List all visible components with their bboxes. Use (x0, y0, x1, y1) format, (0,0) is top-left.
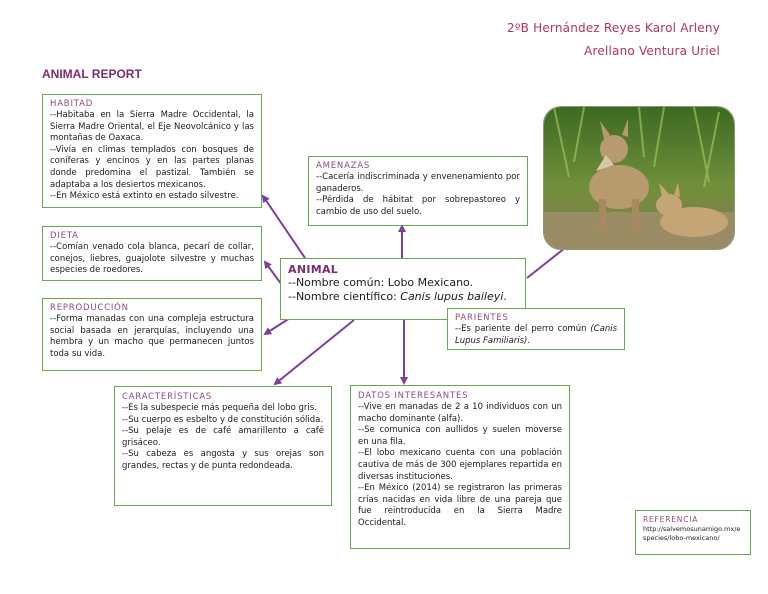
page-title: ANIMAL REPORT (42, 67, 142, 81)
habitat-line: --Habitaba en la Sierra Madre Occidental, la Sierra Madre Oriental, el Eje Neovolcánico y las montañas de Oaxaca. (50, 110, 254, 144)
scientific-name-end: . (503, 290, 507, 303)
header-names-line-1: 2ºB Hernández Reyes Karol Arleny (506, 21, 720, 35)
dieta-body (50, 242, 254, 277)
animal-title: ANIMAL (288, 263, 339, 276)
reproduccion-title: REPRODUCCIÓN (50, 303, 129, 313)
common-name-value: Lobo Mexicano. (387, 276, 474, 289)
common-name-line (288, 276, 518, 290)
caracteristicas-line: --Su cuerpo es esbelto y de constitución sólida. (122, 414, 324, 425)
scientific-name-label: --Nombre científico: (288, 290, 401, 303)
reproduccion-body (50, 314, 254, 360)
datos-line: --Se comunica con aullidos y suelen moverse en una fila. (358, 425, 562, 447)
reproduccion-line: --Forma manadas con una compleja estructura social basada en jerarquías, incluyendo una hembra y un macho que permanecen juntos toda su vida. (50, 314, 254, 359)
scientific-name-line (288, 290, 518, 304)
datos-line: --El lobo mexicano cuenta con una población cautiva de más de 300 ejemplares repartida en diversas instituciones. (358, 448, 562, 482)
parientes-italic: (Canis Lupus Familiaris) (455, 324, 617, 346)
parientes-title: PARIENTES (455, 313, 509, 323)
parientes-text: --Es pariente del perro común (455, 324, 591, 334)
caracteristicas-title: CARACTERÍSTICAS (122, 392, 213, 402)
dieta-title: DIETA (50, 231, 79, 241)
common-name-label: --Nombre común: (288, 276, 388, 289)
dieta-box (42, 226, 262, 281)
datos-title: DATOS INTERESANTES (358, 391, 469, 401)
referencia-url[interactable]: http://salvemosunamigo.mx/especies/lobo-mexicano/ (643, 525, 741, 542)
datos-body (358, 402, 562, 530)
referencia-title: REFERENCIA (643, 515, 699, 524)
arrow-to-caracteristicas (275, 320, 354, 384)
habitat-line: --En México está extinto en estado silvestre. (50, 191, 239, 202)
arrow-to-reproduccion (265, 318, 290, 334)
scientific-name-value: Canis lupus baileyi (400, 290, 504, 303)
datos-line: --Vive en manadas de 2 a 10 individuos con un macho dominante (alfa). (358, 402, 562, 424)
reproduccion-box (42, 298, 262, 371)
amenazas-title: AMENAZAS (316, 161, 371, 171)
caracteristicas-line: --Su cabeza es angosta y sus orejas son grandes, rectas y de punta redondeada. (122, 449, 324, 471)
parientes-box (447, 308, 625, 350)
header-names-line-2: Arellano Ventura Uriel (584, 44, 720, 58)
animal-body (288, 276, 518, 304)
datos-line: --En México (2014) se registraron las primeras crías nacidas en vida libre de una pareja que fue reintroducida en la Sierra Madre Occidental. (358, 483, 562, 528)
datos-interesantes-box (350, 385, 570, 549)
amenazas-box (308, 156, 528, 226)
amenazas-body (316, 172, 520, 218)
caracteristicas-line: --Su pelaje es de café amarillento a café grisáceo. (122, 426, 324, 448)
wolf-photo-illustration (544, 107, 734, 249)
arrow-to-habitat (263, 196, 305, 258)
dieta-line: --Comían venado cola blanca, pecarí de collar, conejos, liebres, guajolote silvestre y muchas especies de roedores. (50, 242, 254, 276)
amenazas-line: --Pérdida de hábitat por sobrepastoreo y cambio de uso del suelo. (316, 195, 520, 217)
caracteristicas-line: --Es la subespecie más pequeña del lobo gris. (122, 403, 317, 413)
parientes-body (455, 324, 617, 347)
parientes-end: . (527, 335, 531, 346)
habitat-box (42, 94, 262, 208)
caracteristicas-body (122, 403, 324, 473)
amenazas-line: --Cacería indiscriminada y envenenamiento por ganaderos. (316, 172, 520, 194)
caracteristicas-box (114, 386, 332, 506)
referencia-box (635, 510, 751, 555)
wolf-photo (543, 106, 735, 250)
habitat-title: HABITAD (50, 99, 94, 109)
habitat-line: --Vivía en climas templados con bosques de coníferas y encinos y en las partes planas donde predomina el pastizal. También se adaptaba a los desiertos mexicanos. (50, 144, 254, 190)
habitat-body (50, 110, 254, 203)
